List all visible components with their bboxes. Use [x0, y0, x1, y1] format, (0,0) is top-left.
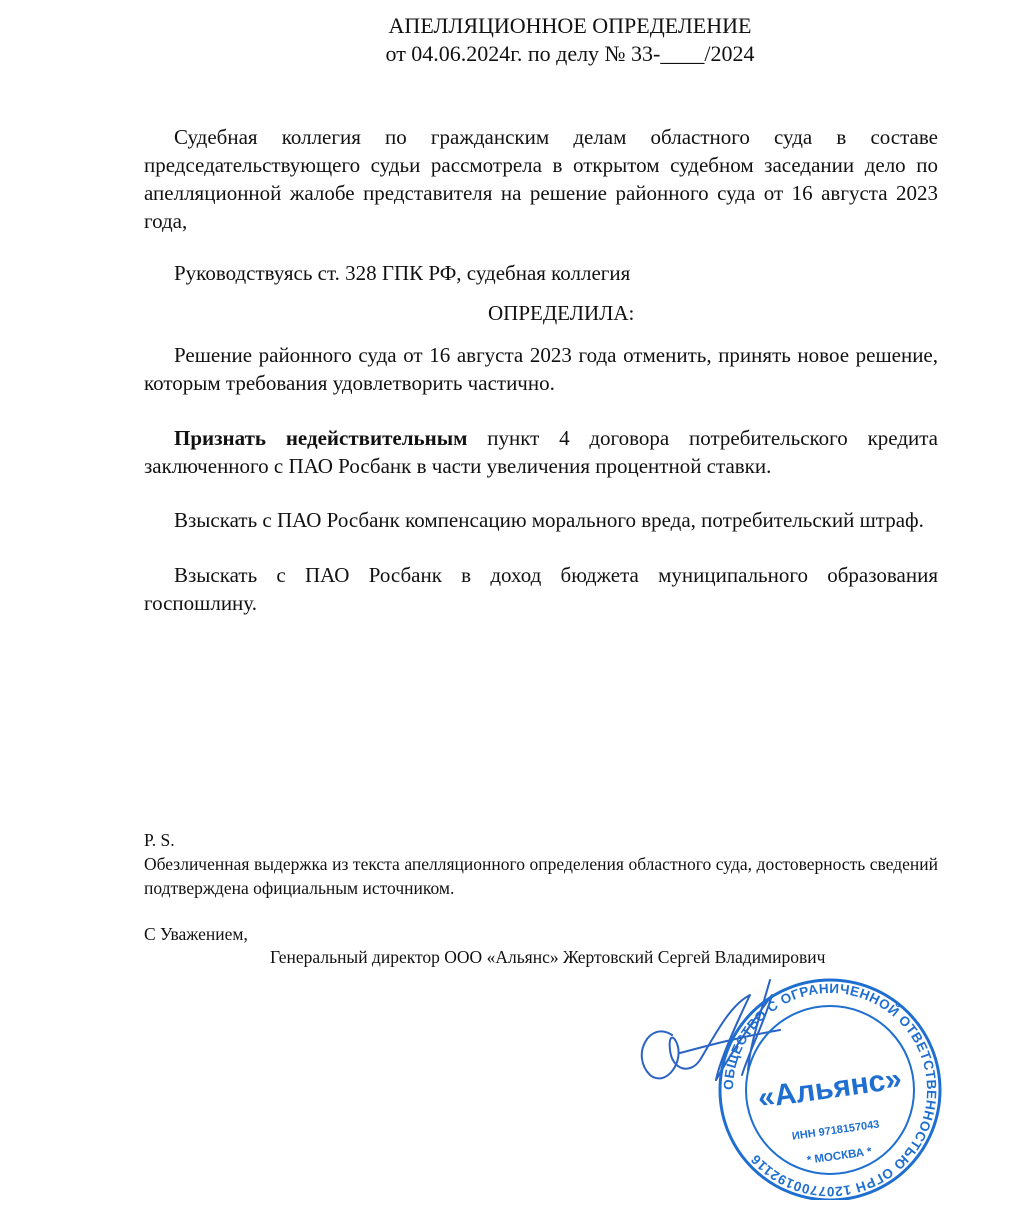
- paragraph-compensation: Взыскать с ПАО Росбанк компенсацию морального вреда, потребительский штраф.: [174, 508, 924, 532]
- postscript-label: P. S.: [144, 830, 175, 850]
- stamp-inn-text: ИНН 9718157043: [791, 1118, 881, 1143]
- paragraph-invalid-clause: [144, 424, 938, 480]
- stamp-center-text: «Альянс»: [755, 1062, 904, 1115]
- company-stamp-icon: [720, 980, 940, 1200]
- signature-and-stamp: [620, 975, 950, 1200]
- invalid-clause-text: пункт 4 договора потребительского кредита заключенного с ПАО Росбанк в части увеличения процентной ставки.: [144, 426, 938, 478]
- signature-icon: [642, 980, 780, 1080]
- paragraph-legal-basis: Руководствуясь ст. 328 ГПК РФ, судебная коллегия: [174, 261, 631, 285]
- decision-heading: ОПРЕДЕЛИЛА:: [488, 301, 635, 325]
- document-title: АПЕЛЛЯЦИОННОЕ ОПРЕДЕЛЕНИЕ: [388, 13, 752, 38]
- paragraph-state-duty: Взыскать с ПАО Росбанк в доход бюджета муниципального образования госпошлину.: [144, 563, 938, 615]
- paragraph-collegium: Судебная коллегия по гражданским делам областного суда в составе председательствующего судьи рассмотрела в открытом судебном заседании дело по апелляционной жалобе представителя на решение районного суда от 16 августа 2023 года,: [144, 125, 938, 233]
- stamp-ring-text: ОБЩЕСТВО С ОГРАНИЧЕННОЙ ОТВЕТСТВЕННОСТЬЮ ОГРН 1207700192116: [720, 980, 940, 1200]
- regards-line: С Уважением,: [144, 924, 248, 944]
- signer-line: Генеральный директор ООО «Альянс» Жертовский Сергей Владимирович: [270, 947, 826, 967]
- invalid-clause-bold: Признать недействительным: [174, 426, 468, 450]
- document-subtitle: от 04.06.2024г. по делу № 33-____/2024: [385, 41, 755, 66]
- paragraph-cancel-decision: Решение районного суда от 16 августа 2023 года отменить, принять новое решение, которым требования удовлетворить частично.: [144, 343, 938, 395]
- stamp-city-text: * МОСКВА *: [806, 1145, 873, 1167]
- postscript-text: Обезличенная выдержка из текста апелляционного определения областного суда, достоверность сведений подтверждена официальным источником.: [144, 854, 938, 898]
